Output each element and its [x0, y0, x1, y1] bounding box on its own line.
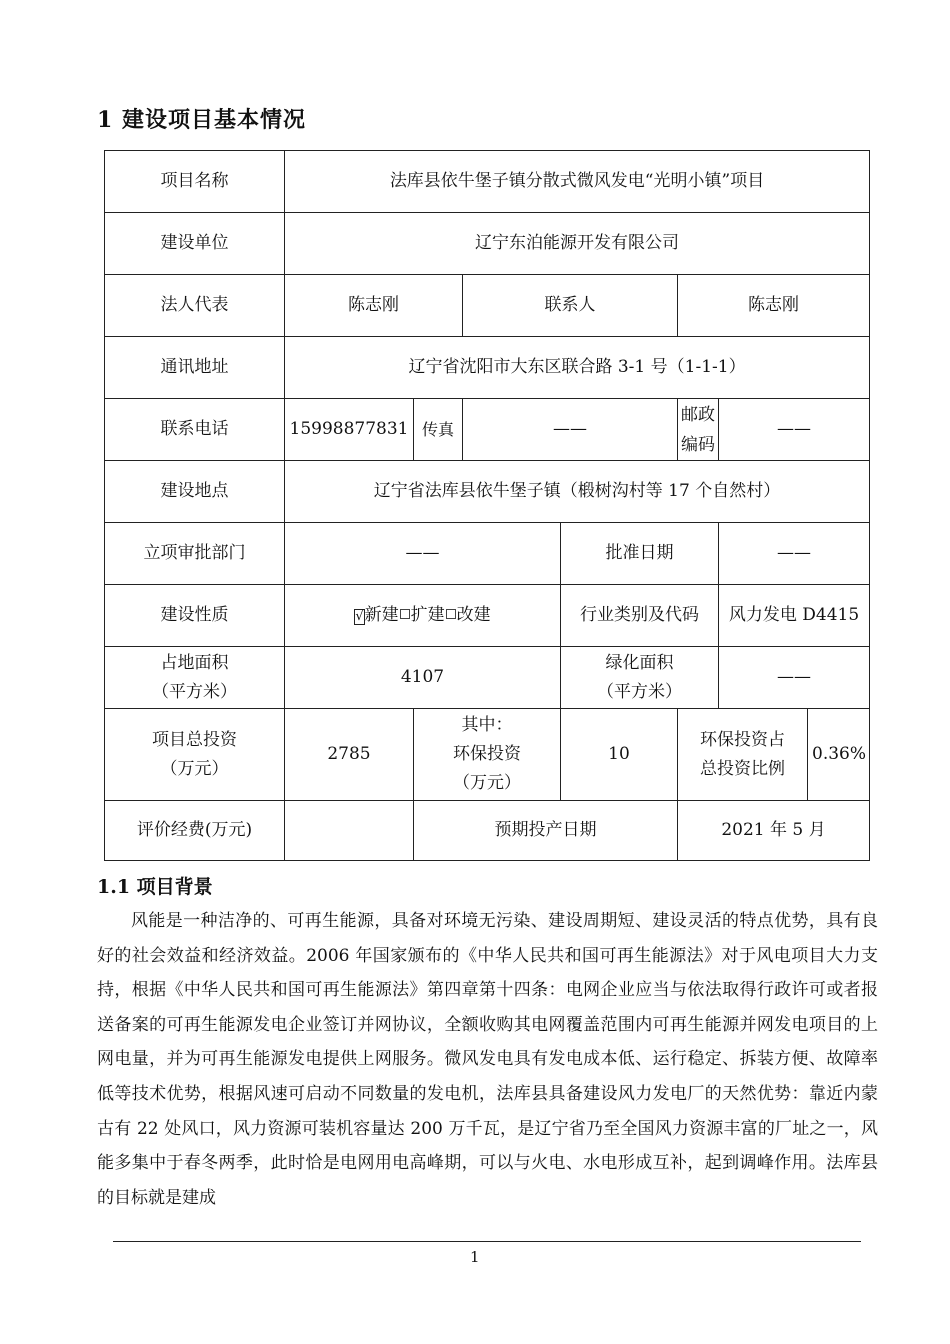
- invest-label: [105, 709, 285, 801]
- legal-rep-label: 法人代表: [105, 275, 285, 337]
- fax-label: 传真: [414, 399, 463, 461]
- production-date-value: 2021 年 5 月: [678, 801, 870, 861]
- approval-date-label: 批准日期: [561, 523, 719, 585]
- env-invest-label: [414, 709, 561, 801]
- table-row: [105, 399, 870, 461]
- table-row: [105, 275, 870, 337]
- project-name-value: 法库县依牛堡子镇分散式微风发电“光明小镇”项目: [285, 151, 870, 213]
- page-number: 1: [470, 1248, 480, 1266]
- builder-label: 建设单位: [105, 213, 285, 275]
- checkbox-icon: [400, 609, 410, 619]
- industry-value: 风力发电 D4415: [719, 585, 870, 647]
- contact-label: 联系人: [463, 275, 678, 337]
- builder-value: 辽宁东泊能源开发有限公司: [285, 213, 870, 275]
- project-name-label: 项目名称: [105, 151, 285, 213]
- ratio-label-2: 总投资比例: [700, 758, 785, 779]
- green-value: ——: [719, 647, 870, 709]
- address-value: 辽宁省沈阳市大东区联合路 3-1 号（1-1-1）: [285, 337, 870, 399]
- phone-label: 联系电话: [105, 399, 285, 461]
- green-label-unit: （平方米）: [597, 681, 682, 702]
- production-date-label: 预期投产日期: [414, 801, 678, 861]
- project-info-table: [104, 150, 870, 861]
- approval-date-value: ——: [719, 523, 870, 585]
- subsection-title: 1.1 项目背景: [97, 876, 213, 898]
- area-label-text: 占地面积: [160, 652, 229, 673]
- invest-label-unit: （万元）: [160, 758, 229, 779]
- table-row: [105, 337, 870, 399]
- footer-divider: [113, 1241, 861, 1242]
- invest-value: 2785: [285, 709, 414, 801]
- ratio-label: [678, 709, 808, 801]
- phone-value: 15998877831: [285, 399, 414, 461]
- approval-dept-value: ——: [285, 523, 561, 585]
- table-row: [105, 151, 870, 213]
- area-label: [105, 647, 285, 709]
- invest-label-text: 项目总投资: [152, 729, 237, 750]
- contact-value: 陈志刚: [678, 275, 870, 337]
- env-invest-label-2: 环保投资: [453, 744, 521, 764]
- site-value: 辽宁省法库县依牛堡子镇（椴树沟村等 17 个自然村）: [285, 461, 870, 523]
- nature-rebuild: 改建: [456, 605, 491, 625]
- table-row: [105, 709, 870, 801]
- nature-new: 新建: [364, 605, 399, 625]
- table-row: [105, 461, 870, 523]
- address-label: 通讯地址: [105, 337, 285, 399]
- nature-label: 建设性质: [105, 585, 285, 647]
- table-row: [105, 647, 870, 709]
- table-row: [105, 523, 870, 585]
- approval-dept-label: 立项审批部门: [105, 523, 285, 585]
- legal-rep-value: 陈志刚: [285, 275, 463, 337]
- table-row: [105, 801, 870, 861]
- eval-fee-value: [285, 801, 414, 861]
- ratio-label-1: 环保投资占: [700, 729, 785, 750]
- eval-fee-label: 评价经费(万元): [105, 801, 285, 861]
- check-mark-icon: √: [355, 609, 364, 624]
- nature-expand: 扩建: [410, 605, 445, 625]
- body-paragraph: 风能是一种洁净的、可再生能源，具备对环境无污染、建设周期短、建设灵活的特点优势，具有良好的社会效益和经济效益。2006 年国家颁布的《中华人民共和国可再生能源法》对于风电项目大力支持，根据《中华人民共和国可再生能源法》第四章第十四条：电网企业应当与依法取得行政许可或者报送备案的可再生能源发电企业签订并网协议，全额收购其电网覆盖范围内可再生能源并网发电项目的上网电量，并为可再生能源发电提供上网服务。微风发电具有发电成本低、运行稳定、拆装方便、故障率低等技术优势，根据风速可启动不同数量的发电机，法库县具备建设风力发电厂的天然优势：靠近内蒙古有 22 处风口，风力资源可装机容量达 200 万千瓦，是辽宁省乃至全国风力资源丰富的厂址之一，风能多集中于春冬两季，此时恰是电网用电高峰期，可以与火电、水电形成互补，起到调峰作用。法库县的目标就是建成: [97, 911, 878, 1208]
- env-invest-value: 10: [561, 709, 678, 801]
- postcode-label: 邮政编码: [678, 399, 719, 461]
- nature-value: [285, 585, 561, 647]
- area-value: 4107: [285, 647, 561, 709]
- ratio-value: 0.36%: [808, 709, 870, 801]
- green-label: [561, 647, 719, 709]
- green-label-text: 绿化面积: [605, 652, 674, 673]
- area-label-unit: （平方米）: [152, 681, 237, 702]
- checkbox-icon: [446, 609, 456, 619]
- industry-label: 行业类别及代码: [561, 585, 719, 647]
- postcode-value: ——: [719, 399, 870, 461]
- env-invest-label-1: 其中：: [461, 715, 513, 735]
- fax-value: ——: [463, 399, 678, 461]
- env-invest-label-3: （万元）: [453, 773, 521, 793]
- site-label: 建设地点: [105, 461, 285, 523]
- table-row: [105, 585, 870, 647]
- section-title: 1 建设项目基本情况: [97, 107, 306, 133]
- table-row: [105, 213, 870, 275]
